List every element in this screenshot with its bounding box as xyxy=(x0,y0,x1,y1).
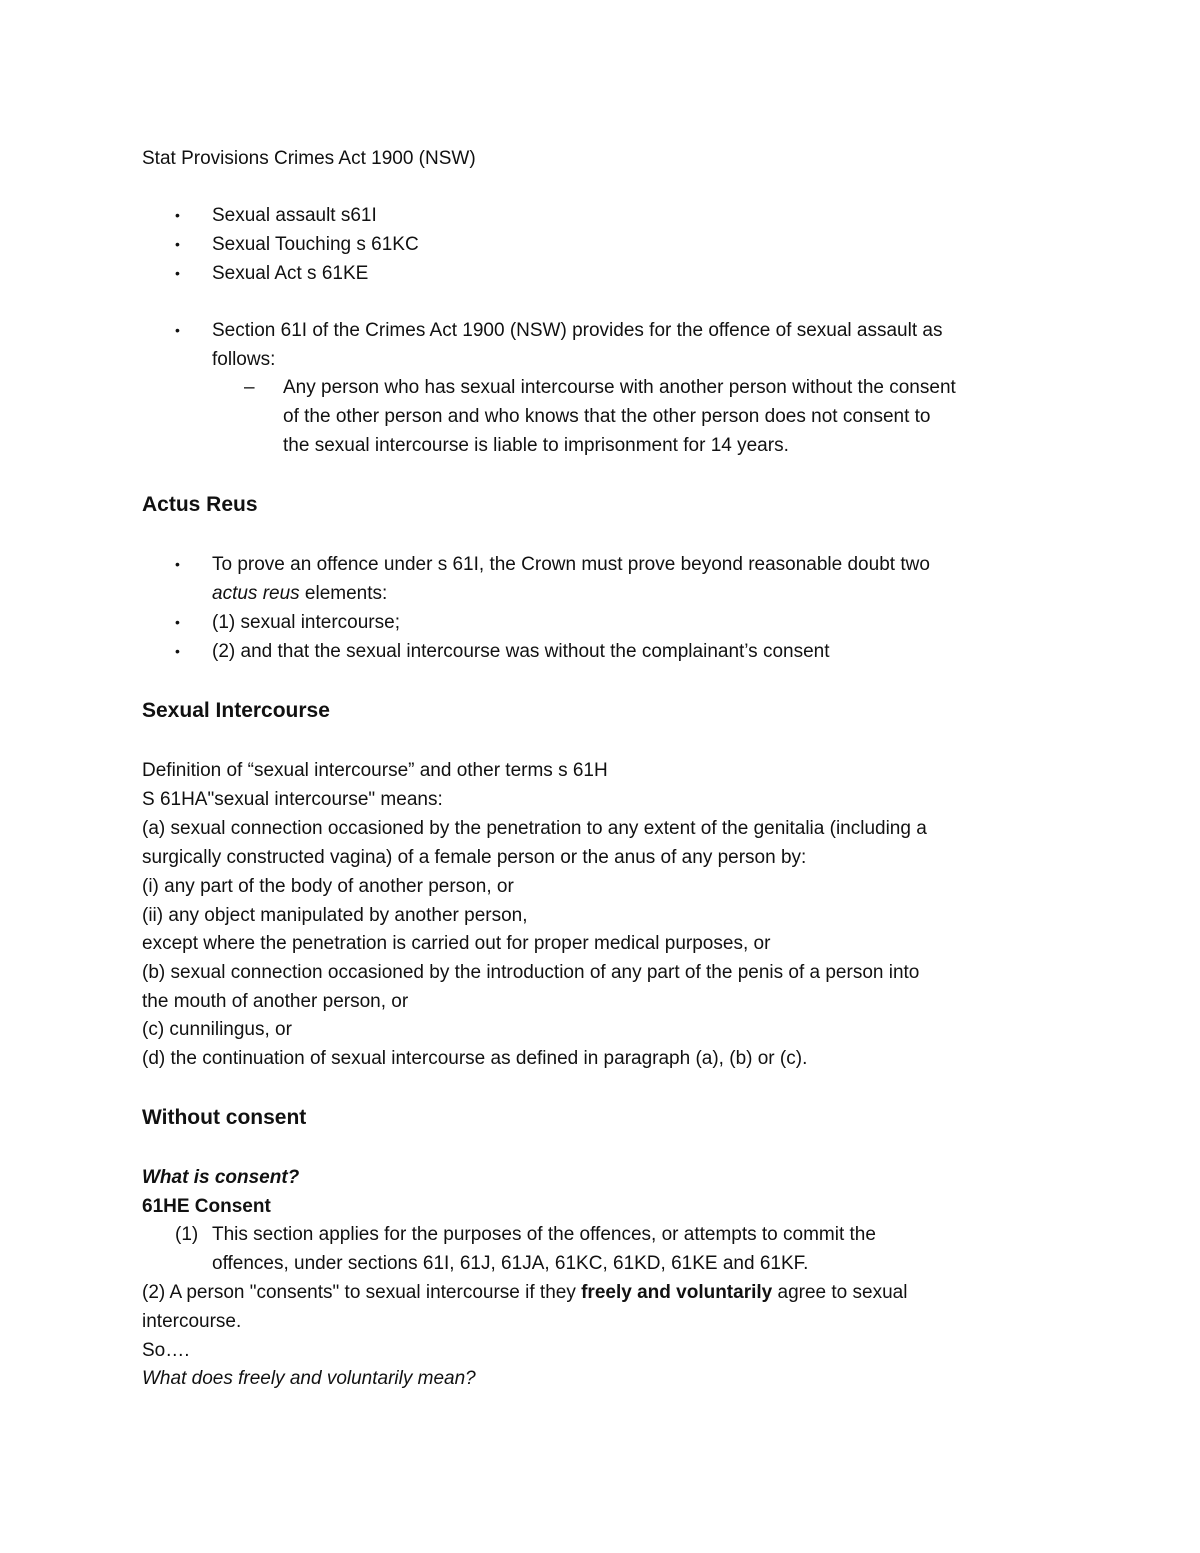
si-line-9: (c) cunnilingus, or xyxy=(142,1019,292,1040)
heading-without-consent: Without consent xyxy=(142,1106,307,1129)
bullet-marker: • xyxy=(175,643,180,659)
document-title: Stat Provisions Crimes Act 1900 (NSW) xyxy=(142,148,476,169)
si-line-0: Definition of “sexual intercourse” and other terms s 61H xyxy=(142,760,608,781)
intro-bullet-3: Sexual Act s 61KE xyxy=(212,263,369,284)
sub-dash-line2: of the other person and who knows that the other person does not consent to xyxy=(283,406,931,427)
sub-dash-line3: the sexual intercourse is liable to imprisonment for 14 years. xyxy=(283,435,789,456)
bullet-marker: • xyxy=(175,322,180,338)
dash-marker: – xyxy=(244,377,255,398)
actus-reus-italic: actus reus xyxy=(212,583,300,604)
section-bullet-line2: follows: xyxy=(212,349,276,370)
consent-question: What is consent? xyxy=(142,1167,300,1188)
actus-bullet-2: (1) sexual intercourse; xyxy=(212,612,400,633)
intro-bullet-1: Sexual assault s61I xyxy=(212,205,377,226)
heading-sexual-intercourse: Sexual Intercourse xyxy=(142,699,330,722)
sub-dash-line1: Any person who has sexual intercourse with another person without the consent xyxy=(283,377,956,398)
si-line-10: (d) the continuation of sexual intercourse as defined in paragraph (a), (b) or (c). xyxy=(142,1048,808,1069)
si-line-4: (i) any part of the body of another person, or xyxy=(142,876,514,897)
bullet-marker: • xyxy=(175,265,180,281)
heading-actus-reus: Actus Reus xyxy=(142,493,258,516)
actus-bullet-3: (2) and that the sexual intercourse was without the complainant’s consent xyxy=(212,641,830,662)
si-line-6: except where the penetration is carried out for proper medical purposes, or xyxy=(142,933,771,954)
consent-item2-post: agree to sexual xyxy=(772,1282,908,1303)
actus-bullet-1-line2-rest: elements: xyxy=(299,583,388,604)
si-line-5: (ii) any object manipulated by another person, xyxy=(142,905,528,926)
intro-bullet-2: Sexual Touching s 61KC xyxy=(212,234,419,255)
consent-subheading: 61HE Consent xyxy=(142,1196,271,1217)
consent-item2-bold: freely and voluntarily xyxy=(581,1282,773,1303)
si-line-7: (b) sexual connection occasioned by the introduction of any part of the penis of a person into xyxy=(142,962,920,983)
consent-item2-line2: intercourse. xyxy=(142,1311,242,1332)
consent-item1-line1: This section applies for the purposes of the offences, or attempts to commit the xyxy=(212,1224,876,1245)
final-question: What does freely and voluntarily mean? xyxy=(142,1368,476,1389)
bullet-marker: • xyxy=(175,614,180,630)
si-line-1: S 61HA"sexual intercourse" means: xyxy=(142,789,443,810)
consent-item2-line1 xyxy=(142,1278,907,1307)
actus-bullet-1-line2 xyxy=(212,579,387,608)
actus-bullet-1-line1: To prove an offence under s 61I, the Crown must prove beyond reasonable doubt two xyxy=(212,554,930,575)
consent-item2-pre: (2) A person "consents" to sexual intercourse if they xyxy=(142,1282,582,1303)
consent-item1-number: (1) xyxy=(175,1224,199,1245)
bullet-marker: • xyxy=(175,236,180,252)
so-text: So…. xyxy=(142,1340,190,1361)
si-line-8: the mouth of another person, or xyxy=(142,991,409,1012)
si-line-3: surgically constructed vagina) of a female person or the anus of any person by: xyxy=(142,847,807,868)
section-bullet-line1: Section 61I of the Crimes Act 1900 (NSW) provides for the offence of sexual assault as xyxy=(212,320,943,341)
consent-item1-line2: offences, under sections 61I, 61J, 61JA, 61KC, 61KD, 61KE and 61KF. xyxy=(212,1253,809,1274)
bullet-marker: • xyxy=(175,556,180,572)
bullet-marker: • xyxy=(175,207,180,223)
si-line-2: (a) sexual connection occasioned by the penetration to any extent of the genitalia (including a xyxy=(142,818,927,839)
